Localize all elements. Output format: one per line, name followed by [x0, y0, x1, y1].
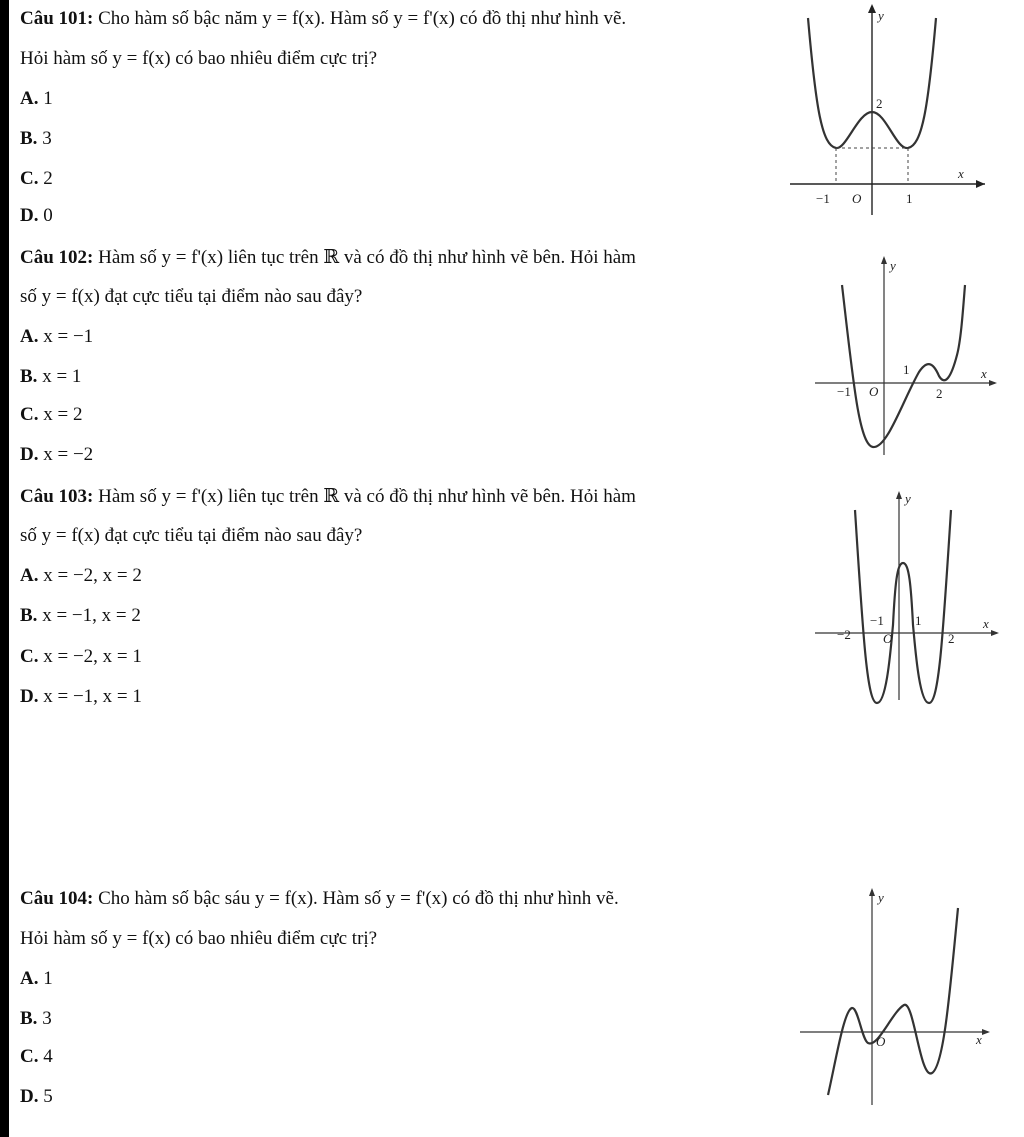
- choice-text: 0: [43, 205, 53, 226]
- x-axis-arrow: [976, 180, 985, 188]
- question-103-choice-a[interactable]: [20, 565, 142, 587]
- choice-letter: A.: [20, 88, 39, 109]
- choice-letter: B.: [20, 1008, 38, 1029]
- choice-letter: A.: [20, 565, 39, 586]
- question-103-stem-text: Hàm số y = f'(x) liên tục trên ℝ và có đồ thị như hình vẽ bên. Hỏi hàm: [98, 486, 636, 507]
- choice-letter: C.: [20, 646, 39, 667]
- y-axis-arrow: [868, 4, 876, 13]
- question-102-choice-b[interactable]: [20, 366, 81, 388]
- graph-label: 1: [906, 191, 913, 206]
- x-axis-arrow: [982, 1029, 990, 1035]
- choice-text: 4: [43, 1046, 53, 1067]
- choice-text: x = −2, x = 1: [43, 646, 142, 667]
- choice-text: 2: [43, 168, 53, 189]
- choice-text: x = 1: [42, 366, 82, 387]
- graph-label: −2: [837, 627, 851, 642]
- question-104-stem-line-1: [20, 888, 619, 910]
- question-101-graph: [790, 0, 990, 220]
- y-axis-arrow: [869, 888, 875, 896]
- question-104-graph: [800, 880, 1000, 1110]
- question-102-choice-c[interactable]: [20, 404, 82, 426]
- question-103-stem-line-1: [20, 485, 636, 508]
- question-103-choice-d[interactable]: [20, 686, 142, 708]
- question-103-label: Câu 103:: [20, 486, 94, 507]
- left-border-bar: [0, 0, 9, 1137]
- question-103-choice-c[interactable]: [20, 646, 142, 668]
- graph-label: O: [876, 1034, 886, 1049]
- question-102-stem-line-1: [20, 246, 636, 269]
- y-axis-label: y: [905, 491, 911, 506]
- question-102-choice-a[interactable]: [20, 326, 93, 348]
- x-axis-arrow: [989, 380, 997, 386]
- question-102-choice-d[interactable]: [20, 444, 93, 466]
- y-axis-arrow: [881, 256, 887, 264]
- question-101-stem-line-2: Hỏi hàm số y = f(x) có bao nhiêu điểm cực trị?: [20, 48, 378, 69]
- question-104-choice-b[interactable]: [20, 1008, 52, 1030]
- choice-text: x = −2: [43, 444, 94, 465]
- question-104-stem-text: Cho hàm số bậc sáu y = f(x). Hàm số y = f'(x) có đồ thị như hình vẽ.: [98, 888, 619, 909]
- choice-letter: B.: [20, 128, 38, 149]
- graph-label: O: [869, 384, 879, 399]
- question-104-choice-c[interactable]: [20, 1046, 53, 1068]
- choice-letter: C.: [20, 168, 39, 189]
- choice-letter: C.: [20, 404, 39, 425]
- choice-text: x = −2, x = 2: [43, 565, 142, 586]
- question-104-choice-d[interactable]: [20, 1086, 53, 1108]
- choice-letter: D.: [20, 1086, 39, 1107]
- choice-letter: B.: [20, 366, 38, 387]
- choice-text: 3: [42, 128, 52, 149]
- choice-letter: D.: [20, 686, 39, 707]
- choice-letter: A.: [20, 326, 39, 347]
- question-102-graph: [815, 250, 1005, 465]
- graph-label: O: [883, 631, 893, 646]
- question-101-choice-a[interactable]: [20, 88, 53, 110]
- question-101-stem-text: Cho hàm số bậc năm y = f(x). Hàm số y = f'(x) có đồ thị như hình vẽ.: [98, 8, 627, 29]
- question-104-label: Câu 104:: [20, 888, 94, 909]
- x-axis-label: x: [981, 366, 987, 381]
- choice-letter: B.: [20, 605, 38, 626]
- choice-text: 1: [43, 968, 53, 989]
- y-axis-label: y: [890, 258, 896, 273]
- graph-label: −1: [870, 613, 884, 628]
- choice-text: 5: [43, 1086, 53, 1107]
- y-axis-label: y: [878, 8, 884, 23]
- x-axis-label: x: [958, 166, 964, 181]
- choice-letter: D.: [20, 205, 39, 226]
- derivative-curve: [828, 908, 958, 1095]
- graph-label: 2: [936, 386, 943, 401]
- y-axis-arrow: [896, 491, 902, 499]
- graph-label: −1: [837, 384, 851, 399]
- question-103-stem-line-2: số y = f(x) đạt cực tiểu tại điểm nào sau đây?: [20, 525, 363, 546]
- question-101-stem-line-1: [20, 8, 626, 30]
- choice-text: x = −1, x = 1: [43, 686, 142, 707]
- question-102-stem-text: Hàm số y = f'(x) liên tục trên ℝ và có đồ thị như hình vẽ bên. Hỏi hàm: [98, 247, 636, 268]
- question-102-label: Câu 102:: [20, 247, 94, 268]
- graph-label: O: [852, 191, 862, 206]
- question-101-choice-b[interactable]: [20, 128, 52, 150]
- x-axis-arrow: [991, 630, 999, 636]
- y-axis-label: y: [878, 890, 884, 905]
- graph-label: 1: [915, 613, 922, 628]
- choice-letter: D.: [20, 444, 39, 465]
- derivative-curve: [855, 510, 951, 703]
- question-103-choice-b[interactable]: [20, 605, 141, 627]
- question-103-graph: [815, 485, 1005, 710]
- graph-label: 1: [903, 362, 910, 377]
- x-axis-label: x: [983, 616, 989, 631]
- choice-letter: A.: [20, 968, 39, 989]
- choice-text: 3: [42, 1008, 52, 1029]
- graph-label: 2: [948, 631, 955, 646]
- question-101-choice-c[interactable]: [20, 168, 53, 190]
- question-104-choice-a[interactable]: [20, 968, 53, 990]
- question-104-stem-line-2: Hỏi hàm số y = f(x) có bao nhiêu điểm cực trị?: [20, 928, 378, 949]
- question-101-choice-d[interactable]: [20, 205, 53, 227]
- graph-label: 2: [876, 96, 883, 111]
- question-101-label: Câu 101:: [20, 8, 94, 29]
- choice-text: 1: [43, 88, 53, 109]
- choice-text: x = 2: [43, 404, 83, 425]
- graph-label: −1: [816, 191, 830, 206]
- choice-text: x = −1, x = 2: [42, 605, 141, 626]
- choice-letter: C.: [20, 1046, 39, 1067]
- question-102-stem-line-2: số y = f(x) đạt cực tiểu tại điểm nào sau đây?: [20, 286, 363, 307]
- x-axis-label: x: [976, 1032, 982, 1047]
- choice-text: x = −1: [43, 326, 94, 347]
